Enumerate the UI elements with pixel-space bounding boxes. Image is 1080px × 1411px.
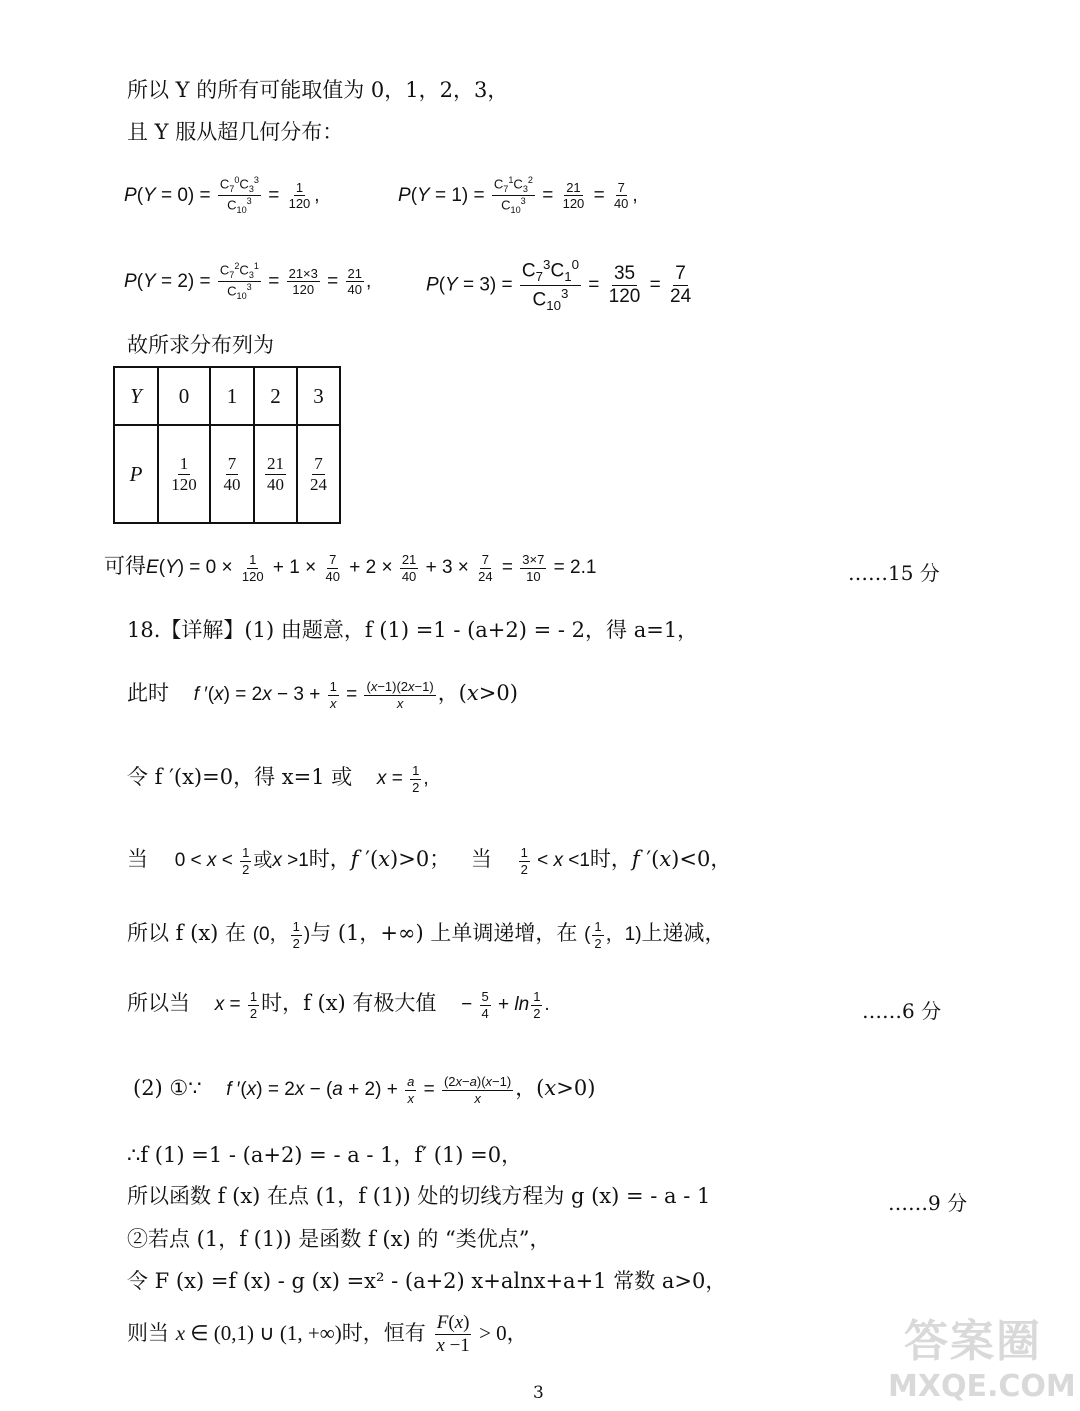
text-line-1: 所以 Y 的所有可能取值为 0，1，2，3， bbox=[127, 78, 509, 102]
tangent-line: 所以函数 f (x) 在点 (1，f (1)) 处的切线方程为 g (x) = - a - 1 bbox=[127, 1184, 711, 1208]
table-cell: Y bbox=[114, 367, 158, 425]
prob-y0: P(Y = 0) = $\frac{C_7^0C_3^3}{C_{10}^3}$ = $\frac{1}{120}$ , bbox=[124, 175, 320, 216]
text-line-2: 且 Y 服从超几何分布： bbox=[127, 120, 344, 144]
expectation-line: 可得E(Y) = 0 × $\frac{1}{120}$ + 1 × $\frac{7}{40}$ + 2 × $\frac{21}{40}$ + 3 × $\frac{7}{24}$ = $\frac{3\times 7}{10}$ = 2.1 bbox=[104, 552, 597, 584]
table-intro: 故所求分布列为 bbox=[127, 333, 274, 357]
score-15: ……15 分 bbox=[848, 561, 940, 585]
part2-derivative: (2) ①∵ f ′(x) = 2x − (a + 2) + $\frac{a}{x}$ = $\frac{(2x-a)(x-1)}{x}$ ，(x>0) bbox=[133, 1074, 596, 1106]
table-cell: $\frac{7}{24}$ bbox=[297, 425, 340, 523]
final-line: 则当 x ∈ (0,1) ∪ (1, +∞)时，恒有 $\frac{F(x)}{x -1}$ > 0， bbox=[127, 1312, 528, 1356]
score-9: ……9 分 bbox=[888, 1191, 968, 1215]
extreme-line: 所以当 x = $\frac{1}{2}$ 时，f (x) 有极大值 − $\frac{5}{4}$ + ln $\frac{1}{2}$ . bbox=[127, 989, 550, 1021]
table-cell: $\frac{1}{120}$ bbox=[158, 425, 210, 523]
F-definition-line: 令 F (x) =f (x) - g (x) =x² - (a+2) x+alnx+a+1 常数 a>0， bbox=[127, 1269, 727, 1293]
q18-heading: 18.【详解】(1) 由题意，f (1) =1 - (a+2) = - 2，得 a=1， bbox=[127, 618, 699, 642]
table-cell: 1 bbox=[210, 367, 254, 425]
table-cell: 2 bbox=[254, 367, 297, 425]
prob-y1: P(Y = 1) = $\frac{C_7^1C_3^2}{C_{10}^3}$ = $\frac{21}{120}$ = $\frac{7}{40}$ , bbox=[398, 175, 638, 216]
prob-y3: P(Y = 3) = $\frac{C_7^3C_1^0}{C_{10}^3}$ = $\frac{35}{120}$ = $\frac{7}{24}$ bbox=[426, 257, 692, 314]
table-cell: 0 bbox=[158, 367, 210, 425]
table-row bbox=[114, 425, 340, 523]
table-cell: $\frac{7}{40}$ bbox=[210, 425, 254, 523]
derivative-line: 此时 f ′(x) = 2x − 3 + $\frac{1}{x}$ = $\frac{(x-1)(2x-1)}{x}$ ，(x>0) bbox=[127, 679, 518, 711]
table-cell: P bbox=[114, 425, 158, 523]
distribution-table bbox=[113, 366, 341, 524]
table-header-row bbox=[114, 367, 340, 425]
therefore-line: ∴f (1) =1 - (a+2) = - a - 1，f′ (1) =0， bbox=[127, 1143, 523, 1167]
sign-line: 当 0 < x < $\frac{1}{2}$ 或x >1时，f ′(x)>0； 当 $\frac{1}{2}$ < x <1时，f ′(x)<0， bbox=[127, 845, 732, 877]
prob-y2: P(Y = 2) = $\frac{C_7^2C_3^1}{C_{10}^3}$ = $\frac{21\times 3}{120}$ = $\frac{21}{40}$ , bbox=[124, 261, 372, 302]
optimal-point-line: ②若点 (1，f (1)) 是函数 f (x) 的 “类优点”， bbox=[127, 1227, 551, 1251]
monotonic-line: 所以 f (x) 在 (0， $\frac{1}{2}$ )与 (1，+∞) 上单调递增，在 ( $\frac{1}{2}$ ，1)上递减， bbox=[127, 919, 726, 951]
watermark-logo: 答案圈 MXQE.COM bbox=[888, 1316, 1076, 1404]
score-6: ……6 分 bbox=[862, 999, 942, 1023]
table-cell: $\frac{21}{40}$ bbox=[254, 425, 297, 523]
page-number: 3 bbox=[533, 1383, 544, 1403]
zero-line: 令 f ′(x)=0，得 x=1 或 x = $\frac{1}{2}$ , bbox=[127, 763, 429, 795]
table-cell: 3 bbox=[297, 367, 340, 425]
